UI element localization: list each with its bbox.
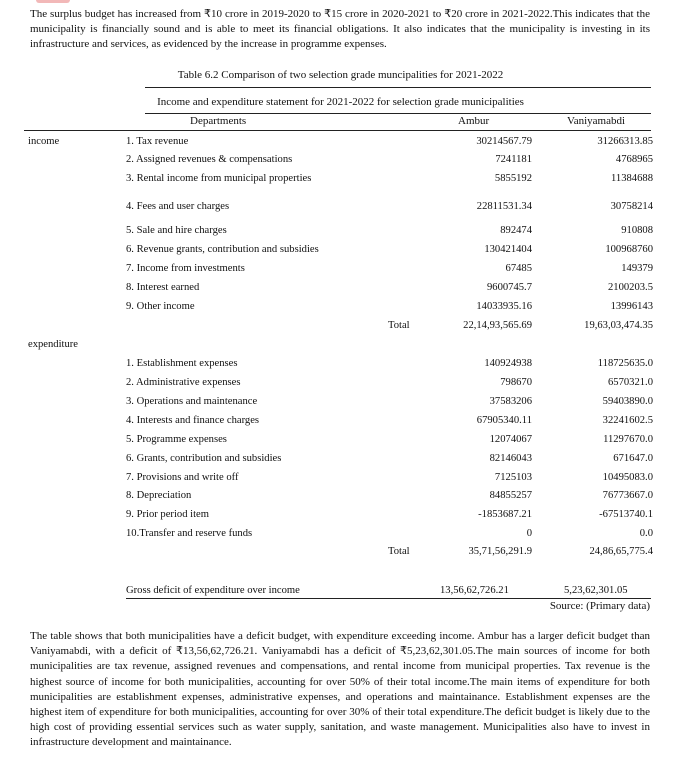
expenditure-row-ambur: 798670 [500, 377, 532, 388]
expenditure-row-vaniyambadi: 671647.0 [613, 453, 653, 464]
expenditure-row-ambur: 67905340.11 [476, 415, 532, 426]
deficit-ambur: 13,56,62,726.21 [440, 585, 509, 596]
income-row-item: 8. Interest earned [126, 282, 200, 293]
decorative-mark [36, 0, 70, 3]
expenditure-row-vaniyambadi: 0.0 [639, 528, 653, 539]
income-row-item: 6. Revenue grants, contribution and subsidies [126, 244, 319, 255]
expenditure-row-vaniyambadi: 59403890.0 [602, 396, 653, 407]
expenditure-row-vaniyambadi: 118725635.0 [597, 358, 653, 369]
statement-title: Income and expenditure statement for 2021-2022 for selection grade municipalities [157, 96, 524, 108]
expenditure-total-ambur: 35,71,56,291.9 [468, 546, 532, 557]
expenditure-row-item: 3. Operations and maintenance [126, 396, 258, 407]
header-vaniyambadi: Vaniyamabdi [567, 115, 626, 127]
income-row-item: 7. Income from investments [126, 263, 245, 274]
intro-paragraph: The surplus budget has increased from ₹10 crore in 2019-2020 to ₹15 crore in 2020-2021 to ₹20 crore in 2021-2022.This indicates that the municipality is financially sound and is able to meet its financial obligations. It also indicates that the municipality is investing in its infrastructure and services, as evidenced by the increase in programme expenses. [30, 8, 650, 50]
expenditure-row-item: 2. Administrative expenses [126, 377, 241, 388]
income-row-ambur: 9600745.7 [486, 282, 532, 293]
rule-top [145, 87, 651, 88]
income-row-item: 5. Sale and hire charges [126, 225, 227, 236]
expenditure-row-item: 4. Interests and finance charges [126, 415, 260, 426]
expenditure-row-item: 8. Depreciation [126, 490, 192, 501]
closing-paragraph: The table shows that both municipalities have a deficit budget, with expenditure exceeding income. Ambur has a larger deficit budget than Vaniyamabdi, with a deficit of ₹13,56,62,726.21. Vaniyamabdi has a deficit of ₹5,23,62,301.05.The main sources of income for both municipalities are tax revenue, assigned revenues and compensations, and rental income from municipal properties. Tax revenue is the highest source of income for both municipalities, accounting for over 50% of their total income.The main items of expenditure for both municipalities are establishment expenses, administrative expenses, and operations and maintainance. Establishment expenses are the highest item of expenditure for both municipalities, accounting for over 30% of their total expenditure.The deficit budget is likely due to the high cost of providing essential services such as water supply, sanitation, and waste management. Municipalities also have to invest in infrastructure development and maintainance. [30, 630, 650, 749]
income-row-ambur: 67485 [505, 263, 532, 274]
income-row-ambur: 5855192 [494, 173, 532, 184]
income-row-item: 1. Tax revenue [126, 136, 189, 147]
income-total-label: Total [388, 320, 410, 331]
expenditure-row-item: 10.Transfer and reserve funds [126, 528, 253, 539]
expenditure-row-item: 1. Establishment expenses [126, 358, 238, 369]
expenditure-label: expenditure [28, 339, 79, 350]
expenditure-row-vaniyambadi: 76773667.0 [602, 490, 653, 501]
expenditure-total-vaniyambadi: 24,86,65,775.4 [589, 546, 653, 557]
rule-bottom [126, 598, 651, 599]
rule-header [24, 130, 651, 131]
expenditure-row-vaniyambadi: 6570321.0 [607, 377, 653, 388]
deficit-label: Gross deficit of expenditure over income [126, 585, 300, 596]
expenditure-row-vaniyambadi: 10495083.0 [602, 472, 653, 483]
expenditure-total-label: Total [388, 546, 410, 557]
income-row-item: 9. Other income [126, 301, 195, 312]
source-note: Source: (Primary data) [549, 600, 650, 612]
expenditure-row-vaniyambadi: 32241602.5 [602, 415, 653, 426]
income-row-ambur: 892474 [500, 225, 532, 236]
expenditure-row-ambur: 84855257 [489, 490, 532, 501]
income-row-ambur: 14033935.16 [476, 301, 532, 312]
income-row-vaniyambadi: 4768965 [615, 154, 653, 165]
expenditure-row-ambur: 82146043 [489, 453, 532, 464]
income-row-ambur: 7241181 [495, 154, 532, 165]
expenditure-row-ambur: 12074067 [489, 434, 532, 445]
income-total-vaniyambadi: 19,63,03,474.35 [584, 320, 653, 331]
header-departments: Departments [190, 115, 247, 127]
expenditure-row-ambur: 37583206 [489, 396, 532, 407]
table-caption: Table 6.2 Comparison of two selection grade muncipalities for 2021-2022 [177, 69, 504, 81]
income-row-ambur: 30214567.79 [476, 136, 532, 147]
expenditure-row-ambur: 7125103 [494, 472, 532, 483]
expenditure-row-ambur: 0 [526, 528, 532, 539]
expenditure-row-ambur: 140924938 [484, 358, 532, 369]
expenditure-row-ambur: -1853687.21 [478, 509, 532, 520]
income-label: income [28, 136, 60, 147]
income-row-vaniyambadi: 31266313.85 [597, 136, 653, 147]
expenditure-row-vaniyambadi: 11297670.0 [603, 434, 653, 445]
income-row-vaniyambadi: 13996143 [610, 301, 653, 312]
header-ambur: Ambur [458, 115, 490, 127]
expenditure-row-vaniyambadi: -67513740.1 [599, 509, 653, 520]
rule-stmt [145, 113, 651, 114]
income-total-ambur: 22,14,93,565.69 [463, 320, 532, 331]
income-row-ambur: 130421404 [484, 244, 532, 255]
income-row-item: 2. Assigned revenues & compensations [126, 154, 293, 165]
income-row-vaniyambadi: 11384688 [611, 173, 653, 184]
income-row-vaniyambadi: 2100203.5 [607, 282, 653, 293]
income-row-vaniyambadi: 149379 [621, 263, 653, 274]
income-row-ambur: 22811531.34 [476, 201, 532, 212]
expenditure-row-item: 7. Provisions and write off [126, 472, 239, 483]
income-row-vaniyambadi: 100968760 [605, 244, 653, 255]
income-row-item: 4. Fees and user charges [126, 201, 230, 212]
deficit-vaniyambadi: 5,23,62,301.05 [564, 585, 628, 596]
income-row-vaniyambadi: 30758214 [610, 201, 653, 212]
expenditure-row-item: 6. Grants, contribution and subsidies [126, 453, 282, 464]
expenditure-row-item: 9. Prior period item [126, 509, 209, 520]
income-row-vaniyambadi: 910808 [621, 225, 653, 236]
income-row-item: 3. Rental income from municipal properties [126, 173, 312, 184]
expenditure-row-item: 5. Programme expenses [126, 434, 227, 445]
